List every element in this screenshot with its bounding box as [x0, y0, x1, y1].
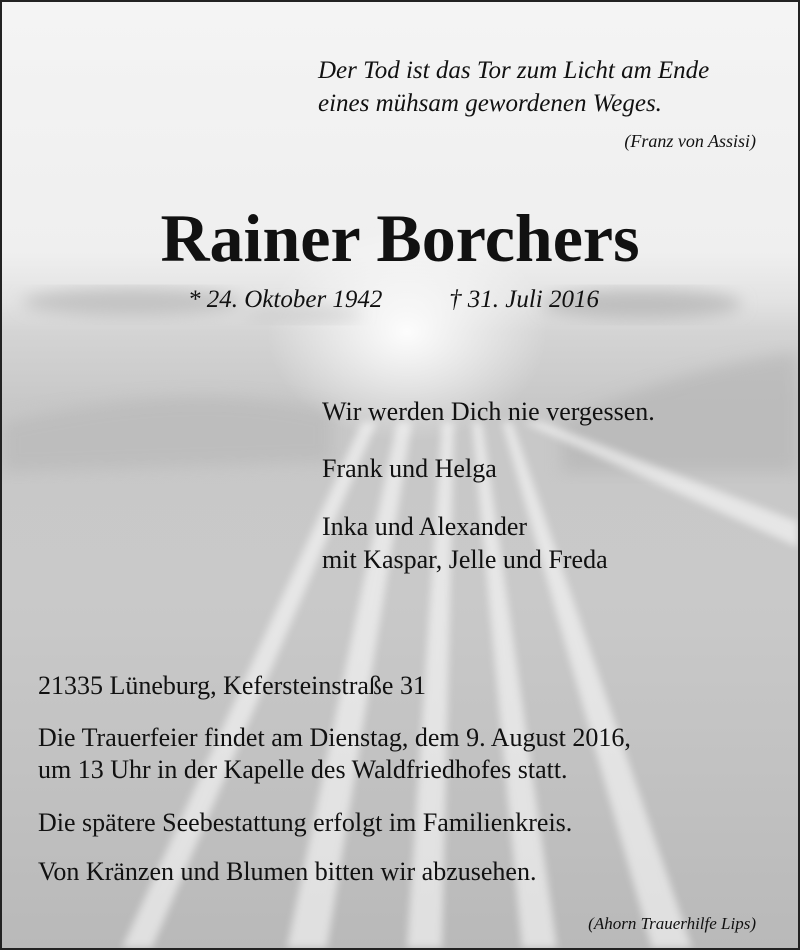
ceremony-info [38, 722, 631, 786]
deceased-name: Rainer Borchers [160, 200, 640, 276]
mourner-line: Inka und Alexander [322, 512, 528, 541]
ceremony-line: Die Trauerfeier findet am Dienstag, dem 9. August 2016, [38, 723, 631, 752]
flowers-request: Von Kränzen und Blumen bitten wir abzusehen. [38, 857, 537, 886]
address: 21335 Lüneburg, Kefersteinstraße 31 [38, 671, 426, 700]
family-message: Wir werden Dich nie vergessen. [322, 397, 655, 426]
epigraph-quote [318, 54, 709, 120]
quote-line: Der Tod ist das Tor zum Licht am Ende [318, 57, 710, 84]
burial-info: Die spätere Seebestattung erfolgt im Familienkreis. [38, 808, 573, 837]
ceremony-line: um 13 Uhr in der Kapelle des Waldfriedhofes statt. [38, 755, 568, 784]
quote-line: eines mühsam gewordenen Weges. [318, 90, 662, 117]
mourner-line: mit Kaspar, Jelle und Freda [322, 545, 608, 574]
funeral-home-credit: (Ahorn Trauerhilfe Lips) [588, 914, 756, 933]
quote-author: (Franz von Assisi) [624, 131, 756, 151]
death-date: † 31. Juli 2016 [449, 286, 599, 313]
birth-date: * 24. Oktober 1942 [188, 286, 383, 313]
mourner-group: Frank und Helga [322, 454, 497, 483]
mourner-group [322, 510, 608, 576]
